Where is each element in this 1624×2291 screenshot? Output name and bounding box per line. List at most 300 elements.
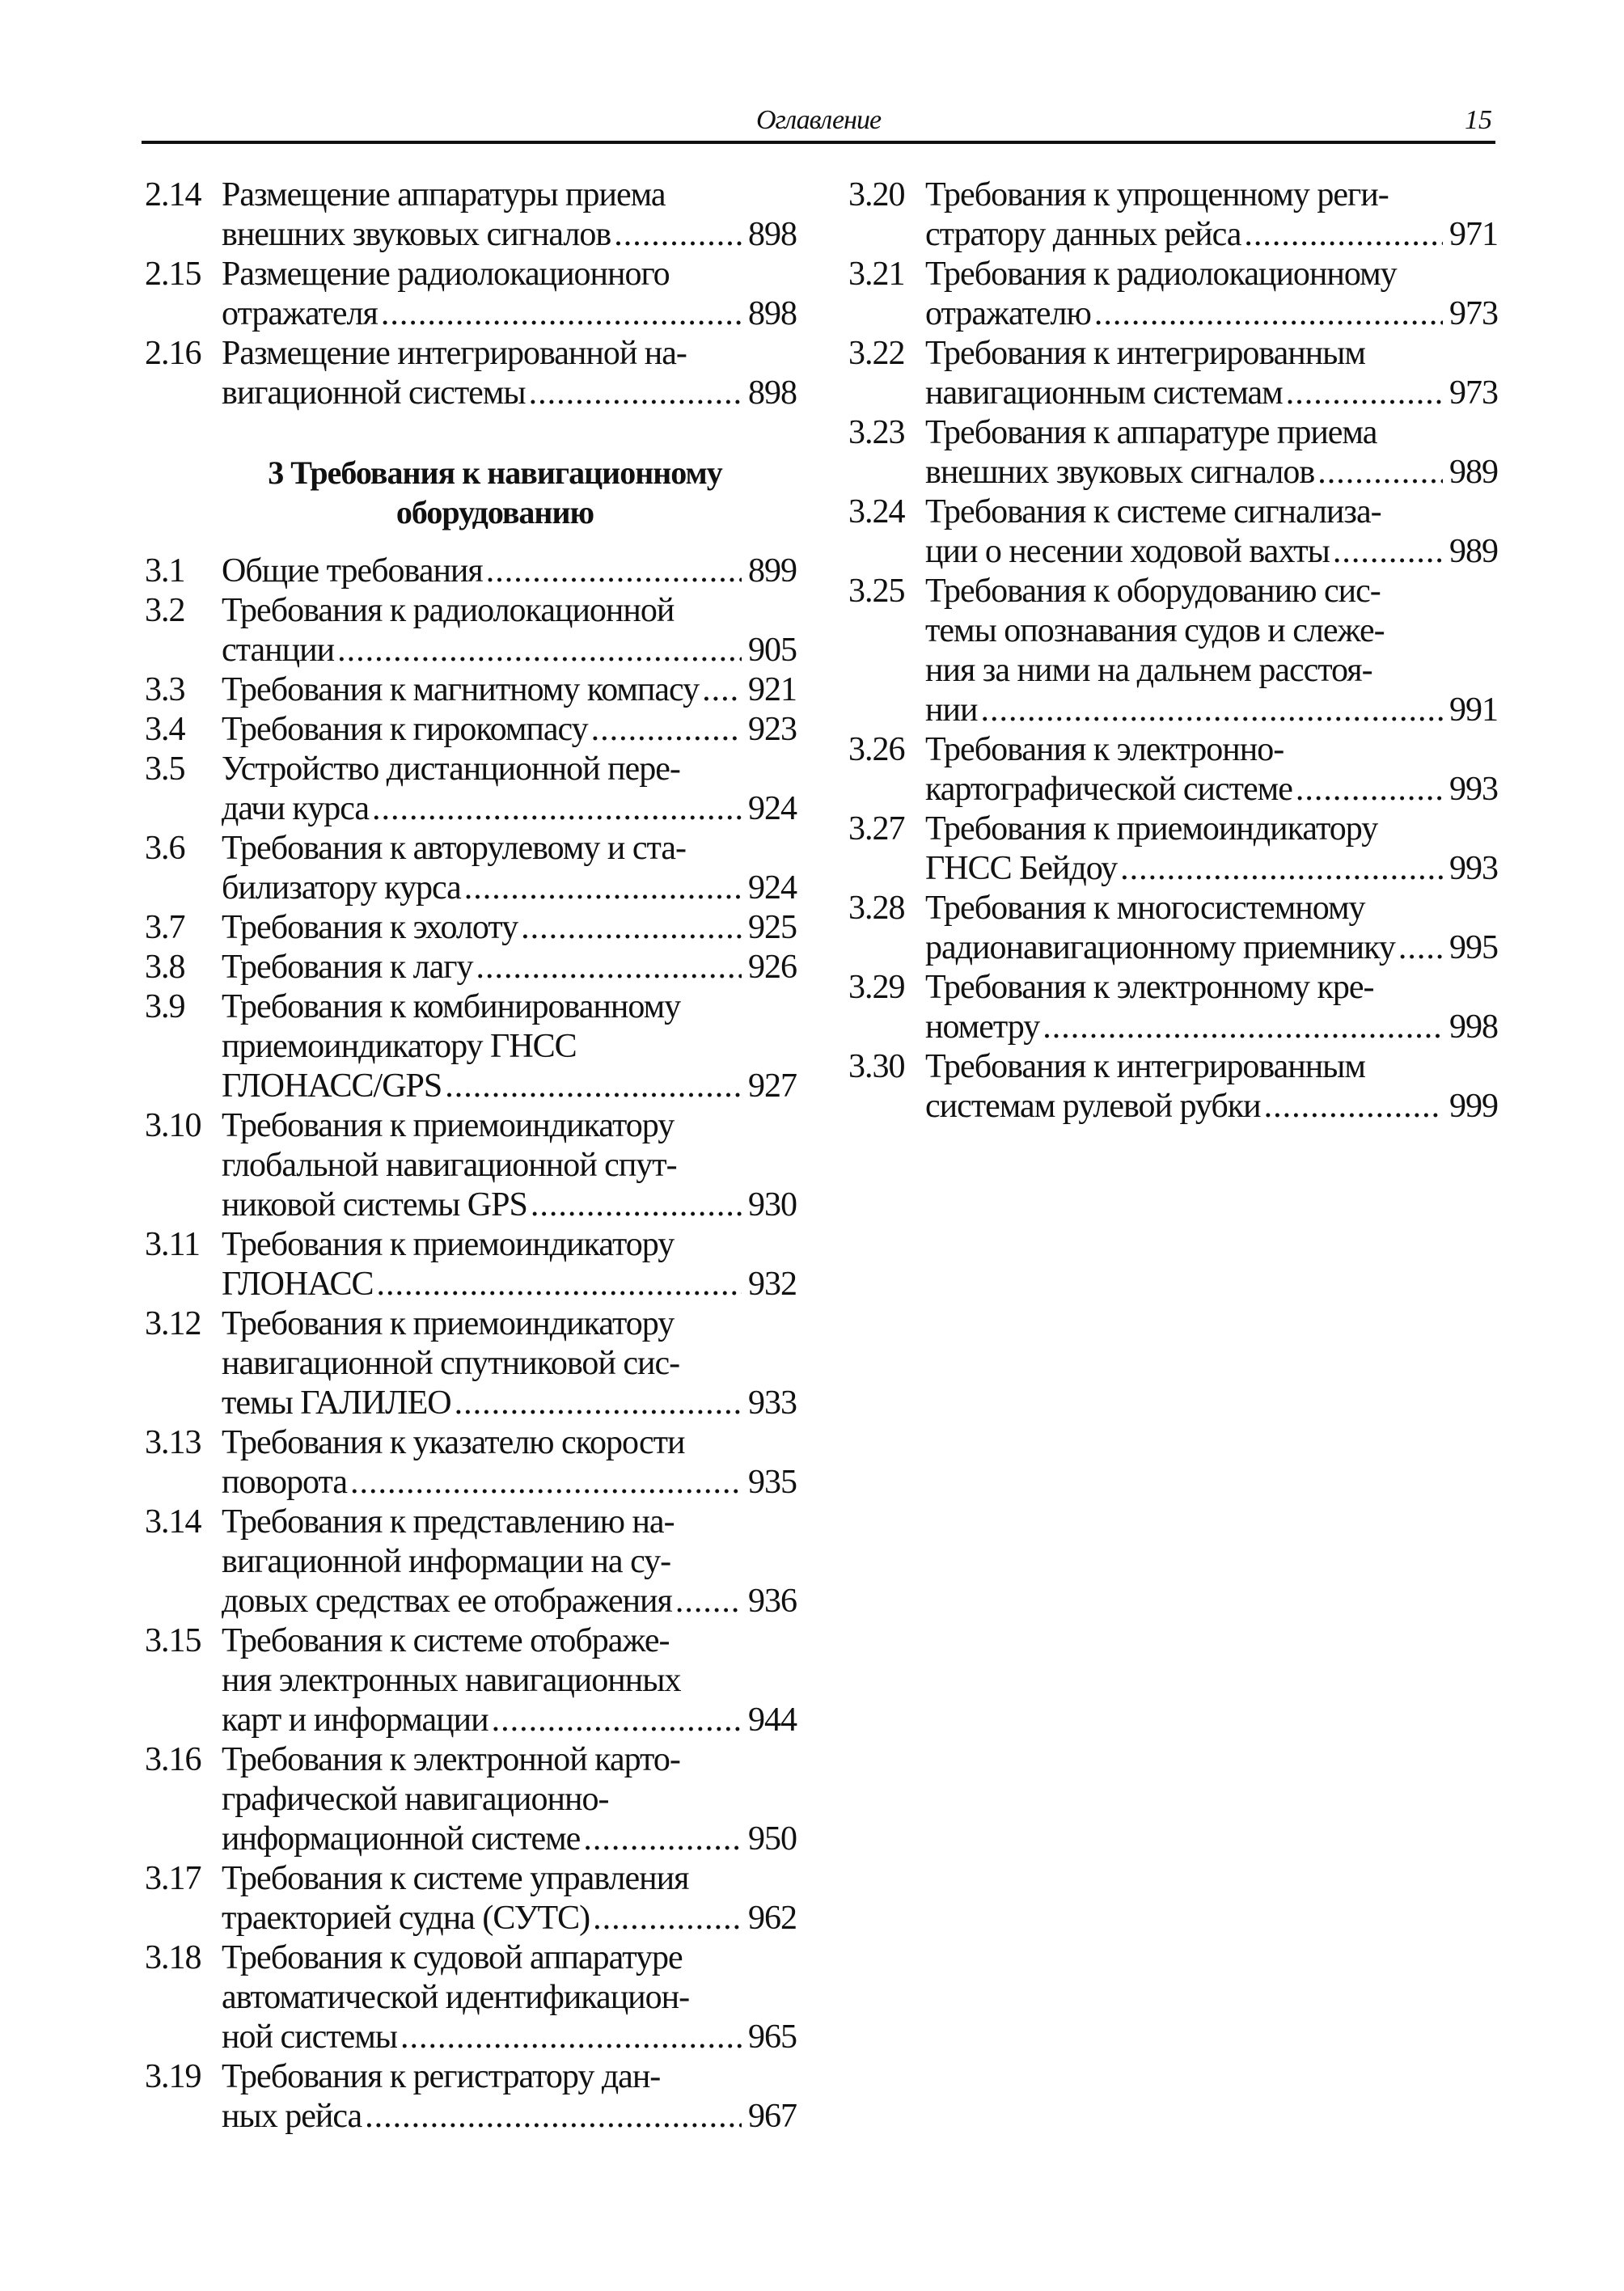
toc-entry-page: 944 (748, 1701, 797, 1739)
toc-entry-line (925, 770, 1498, 809)
toc-entry[interactable] (145, 1740, 797, 1859)
toc-entry-title: Требования к интегрированным (925, 1048, 1365, 1085)
toc-entry-body (222, 1621, 797, 1740)
toc-entry-page: 926 (748, 949, 797, 986)
toc-entry-line (222, 1978, 797, 2018)
toc-entry[interactable] (848, 889, 1498, 968)
toc-entry-body (222, 987, 797, 1106)
toc-entry[interactable] (848, 730, 1498, 809)
toc-entry-line (222, 1859, 797, 1899)
toc-entry-body (222, 829, 797, 908)
toc-entry-body (925, 1047, 1498, 1126)
toc-entry-body (222, 1304, 797, 1423)
toc-entry-line (222, 631, 797, 670)
toc-entry-body (222, 1106, 797, 1225)
toc-entry-line (222, 1384, 797, 1423)
toc-entry-title: Требования к радиолокационной (222, 592, 675, 629)
dot-leader (1317, 453, 1443, 492)
toc-entry-title: Требования к приемоиндикатору (222, 1226, 675, 1263)
toc-left-column (145, 175, 797, 2137)
toc-entry-body (925, 334, 1498, 413)
toc-entry[interactable] (848, 255, 1498, 334)
section-heading-line: оборудованию (395, 494, 594, 530)
toc-entry-body (222, 1423, 797, 1503)
toc-entry-number: 3.12 (145, 1305, 201, 1342)
toc-entry[interactable] (145, 1304, 797, 1423)
toc-entry-page: 993 (1449, 850, 1498, 887)
toc-entry-line (222, 1304, 797, 1344)
toc-entry-line (222, 2097, 797, 2137)
toc-entry-title: Требования к регистратору дан- (222, 2058, 661, 2095)
toc-entry-line (222, 294, 797, 334)
toc-entry-line (925, 968, 1498, 1008)
toc-entry-title: отражателю (925, 295, 1091, 332)
dot-leader (400, 2018, 742, 2057)
toc-entry-number: 3.28 (848, 890, 905, 927)
toc-entry-line (222, 2018, 797, 2057)
toc-entry-number: 2.14 (145, 176, 201, 213)
toc-entry-line (222, 1503, 797, 1542)
toc-entry-body (222, 1938, 797, 2057)
dot-leader (486, 552, 742, 591)
toc-entry-title: Требования к оборудованию сис- (925, 573, 1381, 610)
toc-entry-title: Требования к электронно- (925, 731, 1284, 768)
toc-entry-number: 3.13 (145, 1424, 201, 1461)
toc-entry-line (222, 1463, 797, 1503)
toc-entry-title: Требования к приемоиндикатору (222, 1305, 675, 1342)
toc-entry-page: 989 (1449, 533, 1498, 570)
toc-entry-line (222, 1344, 797, 1384)
toc-entry-line (925, 492, 1498, 532)
toc-entry-page: 905 (748, 632, 797, 669)
toc-entry-page: 935 (748, 1464, 797, 1501)
toc-entry-body (222, 255, 797, 334)
toc-entry-page: 999 (1449, 1088, 1498, 1125)
toc-entry-line (925, 1047, 1498, 1087)
toc-entry[interactable] (145, 710, 797, 750)
dot-leader (1094, 294, 1443, 334)
toc-entry-line (925, 572, 1498, 611)
toc-entry-line (925, 215, 1498, 255)
toc-entry-line (222, 1621, 797, 1661)
toc-entry-line (925, 691, 1498, 730)
toc-entry-line (222, 591, 797, 631)
toc-entry-number: 3.30 (848, 1048, 905, 1085)
toc-entry-line (222, 1265, 797, 1304)
toc-entry-line (222, 1186, 797, 1225)
toc-right-column (848, 175, 1498, 1126)
toc-entry-line (925, 255, 1498, 294)
toc-entry[interactable] (145, 1423, 797, 1503)
toc-entry-body (222, 1503, 797, 1621)
toc-entry-title: карт и информации (222, 1701, 488, 1739)
toc-entry-body (222, 710, 797, 750)
toc-entry-title: ГЛОНАСС/GPS (222, 1067, 442, 1105)
toc-entry[interactable] (145, 591, 797, 670)
toc-entry[interactable] (145, 908, 797, 948)
toc-entry-body (222, 1740, 797, 1859)
toc-entry-line (925, 1087, 1498, 1126)
toc-entry-number: 3.2 (145, 592, 185, 629)
toc-entry-title: внешних звуковых сигналов (925, 454, 1315, 491)
toc-entry[interactable] (145, 552, 797, 591)
toc-entry[interactable] (145, 829, 797, 908)
toc-entry-page: 898 (748, 295, 797, 332)
toc-entry-number: 3.29 (848, 969, 905, 1006)
toc-entry-number: 2.15 (145, 256, 201, 293)
toc-entry-number: 3.5 (145, 750, 185, 788)
dot-leader (381, 294, 742, 334)
toc-entry-body (222, 552, 797, 591)
toc-entry[interactable] (848, 968, 1498, 1047)
toc-entry-number: 3.1 (145, 552, 185, 590)
dot-leader (476, 948, 742, 987)
dot-leader (1333, 532, 1443, 572)
toc-entry-title: графической навигационно- (222, 1781, 609, 1818)
dot-leader (492, 1701, 742, 1740)
dot-leader (1244, 215, 1443, 255)
toc-entry-number: 3.20 (848, 176, 905, 213)
toc-entry-body (925, 413, 1498, 492)
toc-entry-line (222, 829, 797, 869)
toc-entry-number: 3.27 (848, 810, 905, 848)
toc-entry-page: 991 (1449, 691, 1498, 729)
toc-entry-line (222, 1542, 797, 1582)
toc-entry-number: 3.14 (145, 1503, 201, 1541)
toc-entry-title: поворота (222, 1464, 347, 1501)
dot-leader (591, 710, 742, 750)
toc-entry-page: 998 (1449, 1008, 1498, 1046)
dot-leader (1398, 928, 1443, 968)
toc-entry[interactable] (848, 572, 1498, 730)
toc-entry-number: 3.8 (145, 949, 185, 986)
toc-entry-body (925, 968, 1498, 1047)
toc-entry-title: Требования к приемоиндикатору (925, 810, 1378, 848)
toc-entry-page: 923 (748, 711, 797, 748)
toc-entry-title: Требования к представлению на- (222, 1503, 675, 1541)
toc-entry-line (222, 1106, 797, 1146)
toc-entry-body (222, 1859, 797, 1938)
toc-entry-body (222, 908, 797, 948)
toc-entry-line (925, 809, 1498, 849)
dot-leader (377, 1265, 742, 1304)
toc-entry[interactable] (145, 1859, 797, 1938)
toc-entry-title: ГЛОНАСС (222, 1266, 374, 1303)
toc-entry-page: 989 (1449, 454, 1498, 491)
toc-entry-line (222, 374, 797, 413)
toc-entry-page: 995 (1449, 929, 1498, 966)
toc-entry[interactable] (145, 2057, 797, 2137)
toc-entry-body (925, 175, 1498, 255)
toc-entry-line (222, 1225, 797, 1265)
running-header-title: Оглавление (755, 105, 882, 135)
toc-entry-title: вигационной системы (222, 374, 526, 412)
toc-entry-title: навигационной спутниковой сис- (222, 1345, 680, 1382)
dot-leader (1286, 374, 1443, 413)
toc-entry-line (222, 1740, 797, 1780)
toc-entry-title: Требования к гирокомпасу (222, 711, 588, 748)
toc-entry-line (925, 651, 1498, 691)
toc-entry-line (925, 374, 1498, 413)
toc-entry-line (222, 1899, 797, 1938)
toc-entry-page: 967 (748, 2098, 797, 2135)
toc-entry-number: 3.23 (848, 414, 905, 451)
toc-entry-line (222, 255, 797, 294)
toc-entry-number: 3.25 (848, 573, 905, 610)
dot-leader (445, 1067, 742, 1106)
toc-entry-line (222, 987, 797, 1027)
toc-entry-number: 3.22 (848, 335, 905, 372)
toc-entry-line (925, 294, 1498, 334)
toc-entry-number: 3.19 (145, 2058, 201, 2095)
toc-entry-title: радионавигационному приемнику (925, 929, 1395, 966)
toc-entry-title: ных рейса (222, 2098, 362, 2135)
toc-entry-title: Требования к аппаратуре приема (925, 414, 1377, 451)
toc-entry-title: Требования к авторулевому и ста- (222, 830, 687, 867)
dot-leader (350, 1463, 742, 1503)
toc-entry-title: Требования к системе отображе- (222, 1622, 670, 1659)
toc-entry-line (222, 1820, 797, 1859)
toc-entry-line (222, 1938, 797, 1978)
toc-entry-title: информационной системе (222, 1820, 581, 1858)
toc-entry-title: Устройство дистанционной пере- (222, 750, 680, 788)
toc-entry-number: 3.24 (848, 493, 905, 530)
toc-entry-page: 927 (748, 1067, 797, 1105)
toc-entry-line (925, 730, 1498, 770)
toc-entry[interactable] (145, 1938, 797, 2057)
toc-entry[interactable] (145, 948, 797, 987)
toc-entry-page: 898 (748, 216, 797, 253)
toc-entry-title: глобальной навигационной спут- (222, 1147, 677, 1184)
toc-entry-title: Требования к интегрированным (925, 335, 1365, 372)
toc-entry[interactable] (848, 809, 1498, 889)
toc-entry[interactable] (145, 1106, 797, 1225)
toc-entry[interactable] (848, 334, 1498, 413)
dot-leader (593, 1899, 742, 1938)
toc-entry-title: Требования к комбинированному (222, 988, 681, 1025)
toc-entry-body (222, 1225, 797, 1304)
toc-entry-page: 973 (1449, 295, 1498, 332)
toc-entry-page: 932 (748, 1266, 797, 1303)
page-number: 15 (1465, 105, 1492, 135)
toc-entry-title: Требования к электронному кре- (925, 969, 1374, 1006)
toc-entry[interactable] (848, 1047, 1498, 1126)
toc-entry-number: 3.3 (145, 671, 185, 708)
toc-entry[interactable] (848, 492, 1498, 572)
dot-leader (980, 691, 1443, 730)
toc-entry-number: 3.15 (145, 1622, 201, 1659)
toc-entry-title: нометру (925, 1008, 1040, 1046)
dot-leader (337, 631, 742, 670)
toc-entry-body (222, 2057, 797, 2137)
toc-entry-number: 3.18 (145, 1939, 201, 1976)
toc-entry[interactable] (145, 987, 797, 1106)
toc-entry[interactable] (145, 1503, 797, 1621)
toc-entry-title: Размещение радиолокационного (222, 256, 670, 293)
toc-entry-number: 3.21 (848, 256, 905, 293)
toc-entry-line (925, 532, 1498, 572)
toc-entry[interactable] (145, 670, 797, 710)
toc-entry[interactable] (145, 1225, 797, 1304)
toc-entry-page: 924 (748, 869, 797, 907)
toc-entry-line (925, 453, 1498, 492)
toc-entry-title: автоматической идентификацион- (222, 1979, 690, 2016)
toc-entry-line (222, 1067, 797, 1106)
toc-entry-title: Общие требования (222, 552, 483, 590)
toc-entry-title: Требования к электронной карто- (222, 1741, 680, 1778)
toc-entry-line (925, 175, 1498, 215)
toc-entry-body (222, 334, 797, 413)
toc-entry-body (222, 175, 797, 255)
toc-entry-body (925, 255, 1498, 334)
toc-entry[interactable] (145, 255, 797, 334)
toc-entry-page: 936 (748, 1583, 797, 1620)
toc-entry-title: картографической системе (925, 771, 1292, 808)
toc-entry-page: 965 (748, 2018, 797, 2056)
toc-entry-body (925, 572, 1498, 730)
toc-entry-number: 3.4 (145, 711, 185, 748)
dot-leader (464, 869, 742, 908)
toc-entry-title: темы ГАЛИЛЕО (222, 1384, 451, 1422)
toc-entry-line (222, 1701, 797, 1740)
toc-entry-title: ния электронных навигационных (222, 1662, 681, 1699)
toc-entry-line (222, 1780, 797, 1820)
toc-entry-title: вигационной информации на су- (222, 1543, 671, 1580)
toc-entry-number: 3.7 (145, 909, 185, 946)
toc-entry-title: довых средствах ее отображения (222, 1583, 672, 1620)
toc-entry-line (222, 215, 797, 255)
toc-entry-page: 971 (1449, 216, 1498, 253)
toc-entry-page: 924 (748, 790, 797, 827)
toc-entry-number: 3.17 (145, 1860, 201, 1897)
toc-entry-line (925, 413, 1498, 453)
toc-entry-title: дачи курса (222, 790, 370, 827)
toc-entry-number: 3.9 (145, 988, 185, 1025)
toc-entry-title: билизатору курса (222, 869, 461, 907)
section-heading (145, 453, 797, 532)
toc-entry-body (222, 670, 797, 710)
toc-entry-title: внешних звуковых сигналов (222, 216, 611, 253)
dot-leader (1120, 849, 1443, 889)
toc-entry-title: Требования к приемоиндикатору (222, 1107, 675, 1144)
toc-entry-number: 3.10 (145, 1107, 201, 1144)
toc-entry-title: ции о несении ходовой вахты (925, 533, 1330, 570)
toc-entry-body (222, 591, 797, 670)
toc-entry-line (925, 889, 1498, 928)
toc-entry-line (222, 948, 797, 987)
toc-entry[interactable] (145, 175, 797, 255)
toc-entry-title: траекторией судна (СУТС) (222, 1900, 590, 1937)
toc-entry-number: 3.16 (145, 1741, 201, 1778)
toc-entry-title: Требования к системе управления (222, 1860, 689, 1897)
toc-entry-line (222, 552, 797, 591)
dot-leader (521, 908, 742, 948)
toc-entry-body (925, 492, 1498, 572)
toc-entry-title: Требования к лагу (222, 949, 473, 986)
toc-entry-title: Требования к системе сигнализа- (925, 493, 1381, 530)
toc-entry-page: 898 (748, 374, 797, 412)
toc-entry[interactable] (145, 334, 797, 413)
toc-entry-number: 3.11 (145, 1226, 200, 1263)
toc-entry-body (925, 889, 1498, 968)
toc-entry-line (222, 175, 797, 215)
toc-entry-title: никовой системы GPS (222, 1186, 527, 1224)
toc-entry-line (925, 334, 1498, 374)
toc-entry-line (222, 2057, 797, 2097)
toc-entry[interactable] (848, 175, 1498, 255)
dot-leader (614, 215, 742, 255)
toc-entry-line (222, 1661, 797, 1701)
dot-leader (583, 1820, 742, 1859)
toc-entry-line (222, 710, 797, 750)
toc-entry-line (222, 750, 797, 789)
toc-entry-title: навигационным системам (925, 374, 1283, 412)
toc-entry-title: Требования к судовой аппаратуре (222, 1939, 683, 1976)
toc-entry-title: Размещение аппаратуры приема (222, 176, 666, 213)
toc-entry-title: ния за ними на дальнем расстоя- (925, 652, 1372, 689)
dot-leader (372, 789, 742, 829)
toc-entry-line (222, 908, 797, 948)
toc-entry-body (925, 730, 1498, 809)
toc-entry-title: Размещение интегрированной на- (222, 335, 687, 372)
dot-leader (1042, 1008, 1443, 1047)
dot-leader (702, 670, 742, 710)
toc-entry-title: нии (925, 691, 978, 729)
toc-entry-title: Требования к указателю скорости (222, 1424, 685, 1461)
toc-entry-number: 3.26 (848, 731, 905, 768)
toc-entry-line (222, 789, 797, 829)
dot-leader (455, 1384, 742, 1423)
toc-entry-title: ГНСС Бейдоу (925, 850, 1118, 887)
toc-entry-line (925, 611, 1498, 651)
dot-leader (1264, 1087, 1443, 1126)
running-header (142, 104, 1495, 144)
toc-entry-title: стратору данных рейса (925, 216, 1241, 253)
toc-entry-page: 933 (748, 1384, 797, 1422)
section-heading-line: 3 Требования к навигационному (268, 454, 722, 491)
toc-entry-page: 993 (1449, 771, 1498, 808)
toc-entry-title: Требования к эхолоту (222, 909, 518, 946)
toc-entry-page: 921 (748, 671, 797, 708)
toc-entry[interactable] (848, 413, 1498, 492)
toc-entry-body (925, 809, 1498, 889)
toc-entry-title: приемоиндикатору ГНСС (222, 1028, 577, 1065)
toc-entry-title: Требования к многосистемному (925, 890, 1365, 927)
dot-leader (529, 374, 742, 413)
toc-entry-title: отражателя (222, 295, 378, 332)
toc-entry-line (222, 1423, 797, 1463)
toc-entry[interactable] (145, 750, 797, 829)
toc-entry-body (222, 750, 797, 829)
toc-entry-line (222, 1582, 797, 1621)
dot-leader (675, 1582, 742, 1621)
toc-entry-title: системам рулевой рубки (925, 1088, 1261, 1125)
toc-entry-number: 2.16 (145, 335, 201, 372)
toc-entry-page: 899 (748, 552, 797, 590)
toc-entry-title: ной системы (222, 2018, 398, 2056)
toc-entry-page: 950 (748, 1820, 797, 1858)
toc-entry-page: 962 (748, 1900, 797, 1937)
toc-entry-title: темы опознавания судов и слеже- (925, 612, 1385, 649)
toc-entry-title: Требования к магнитному компасу (222, 671, 700, 708)
toc-entry-page: 930 (748, 1186, 797, 1224)
toc-entry-number: 3.6 (145, 830, 185, 867)
toc-entry-line (222, 1027, 797, 1067)
toc-entry-line (222, 869, 797, 908)
toc-entry-line (925, 1008, 1498, 1047)
toc-entry[interactable] (145, 1621, 797, 1740)
toc-entry-line (222, 334, 797, 374)
